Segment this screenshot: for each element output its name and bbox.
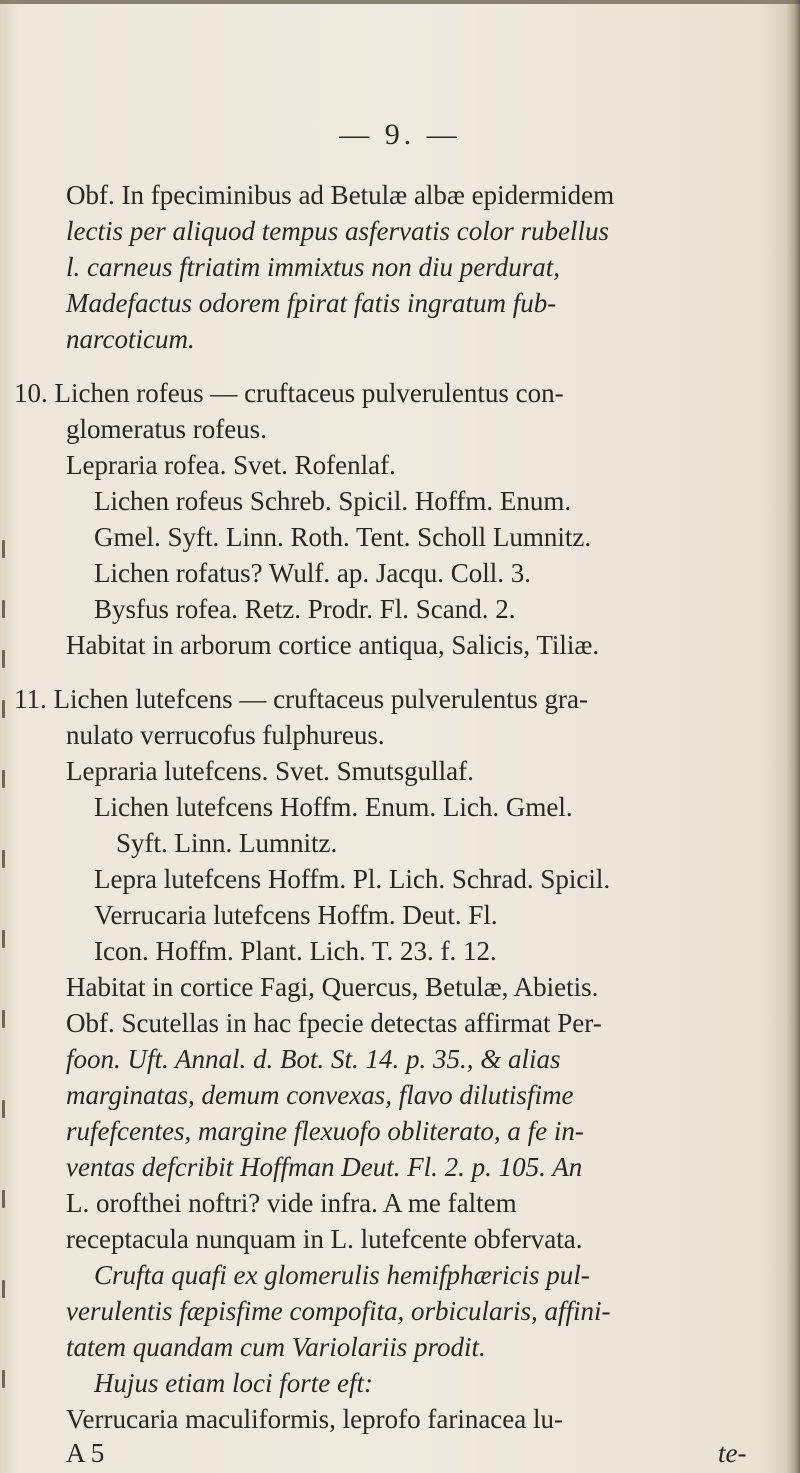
text-line: l. carneus ftriatim immixtus non diu perdurat, — [66, 252, 560, 282]
text-line: marginatas, demum convexas, flavo dilutisfime — [66, 1080, 574, 1110]
text-line: Verrucaria lutefcens Hoffm. Deut. Fl. — [94, 900, 498, 930]
text-line: Habitat in arborum cortice antiqua, Salicis, Tiliæ. — [66, 630, 600, 660]
text-line: ventas defcribit Hoffman Deut. Fl. 2. p. 105. An — [66, 1152, 583, 1182]
text-line: Lepraria lutefcens. Svet. Smutsgullaf. — [66, 756, 474, 786]
text-line: Madefactus odorem fpirat fatis ingratum fub- — [66, 288, 557, 318]
text-line: Habitat in cortice Fagi, Quercus, Betulæ, Abietis. — [66, 972, 599, 1002]
text-line: Crufta quafi ex glomerulis hemifphæricis pul- — [94, 1260, 590, 1290]
page-right-edge-shadow — [786, 0, 800, 1473]
text-line: lectis per aliquod tempus asfervatis color rubellus — [66, 216, 609, 246]
entry-heading-line: 11. Lichen lutefcens — cruftaceus pulverulentus gra- — [14, 684, 589, 714]
text-line: Bysfus rofea. Retz. Prodr. Fl. Scand. 2. — [94, 594, 516, 624]
text-line: Gmel. Syft. Linn. Roth. Tent. Scholl Lumnitz. — [94, 522, 592, 552]
text-line: Icon. Hoffm. Plant. Lich. T. 23. f. 12. — [94, 936, 497, 966]
text-line: foon. Uft. Annal. d. Bot. St. 14. p. 35., & alias — [66, 1044, 561, 1074]
signature-mark: A 5 — [66, 1438, 105, 1468]
page-top-edge — [0, 0, 800, 4]
text-line: Lepra lutefcens Hoffm. Pl. Lich. Schrad. Spicil. — [94, 864, 611, 894]
gutter-marks — [0, 540, 12, 1440]
text-line: verulentis fæpisfime compofita, orbicularis, affini- — [66, 1296, 611, 1326]
text-line: Hujus etiam loci forte eft: — [94, 1368, 373, 1398]
text-line: Syft. Linn. Lumnitz. — [116, 828, 338, 858]
text-line: glomeratus rofeus. — [66, 414, 267, 444]
text-line: receptacula nunquam in L. lutefcente obfervata. — [66, 1224, 583, 1254]
text-line: Lepraria rofea. Svet. Rofenlaf. — [66, 450, 396, 480]
text-line: Obf. Scutellas in hac fpecie detectas affirmat Per- — [66, 1008, 602, 1038]
catchword: te- — [718, 1438, 747, 1468]
text-line: nulato verrucofus fulphureus. — [66, 720, 385, 750]
text-line: Verrucaria maculiformis, leprofo farinacea lu- — [66, 1404, 563, 1434]
page-folio: — 9. — — [339, 118, 461, 151]
text-line: Lichen rofatus? Wulf. ap. Jacqu. Coll. 3. — [94, 558, 532, 588]
text-line: narcoticum. — [66, 324, 195, 354]
text-line: L. orofthei noftri? vide infra. A me faltem — [66, 1188, 517, 1218]
text-line: Obf. In fpeciminibus ad Betulæ albæ epidermidem — [66, 180, 615, 210]
entry-heading-line: 10. Lichen rofeus — cruftaceus pulverulentus con- — [14, 378, 564, 408]
text-line: tatem quandam cum Variolariis prodit. — [66, 1332, 486, 1362]
text-line: rufefcentes, margine flexuofo obliterato, a fe in- — [66, 1116, 584, 1146]
text-line: Lichen rofeus Schreb. Spicil. Hoffm. Enum. — [94, 486, 572, 516]
text-line: Lichen lutefcens Hoffm. Enum. Lich. Gmel. — [94, 792, 573, 822]
